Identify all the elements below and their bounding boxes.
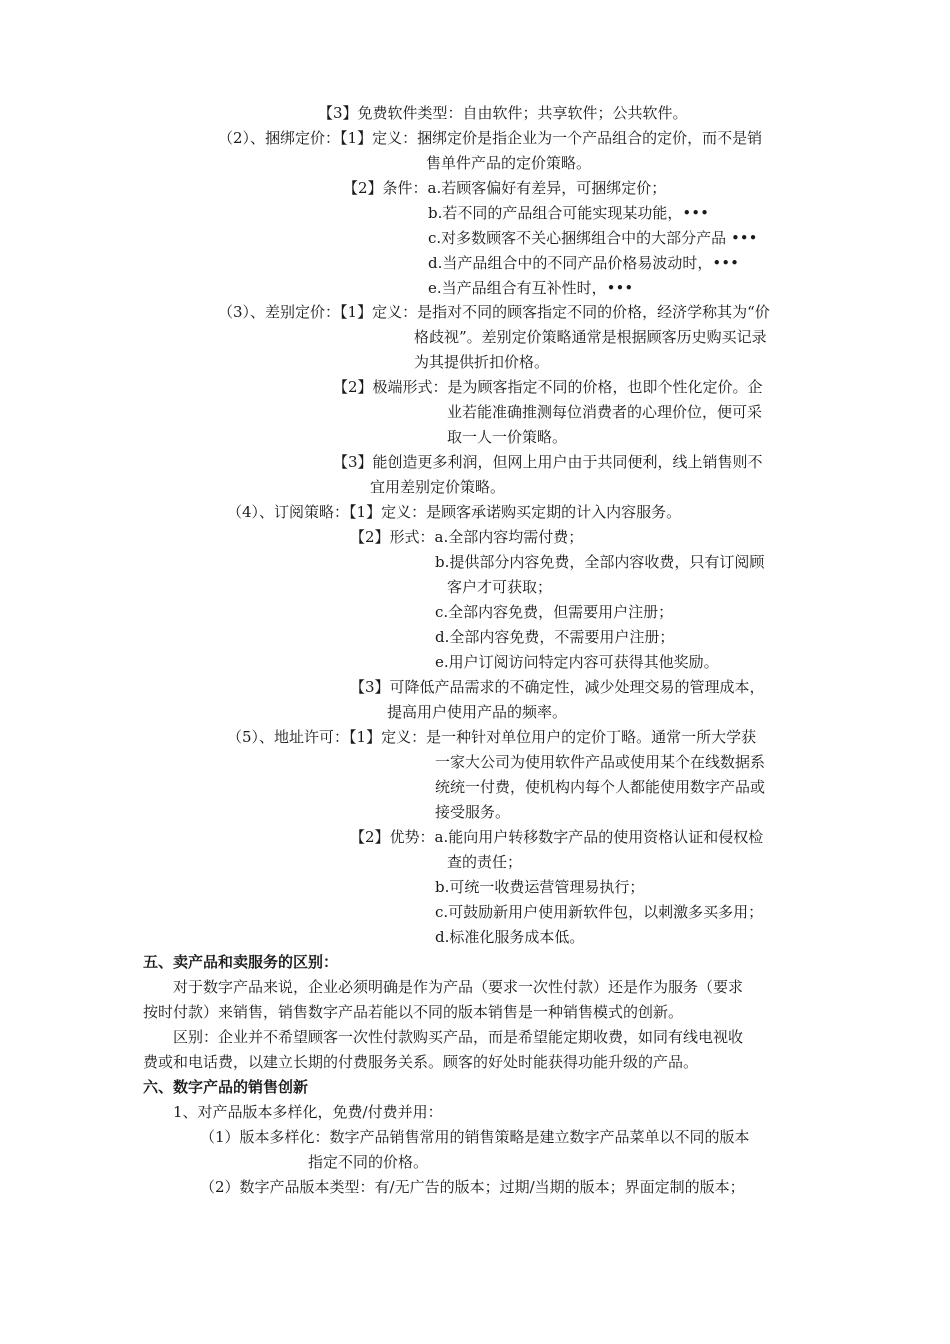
- text-line: （3）、差别定价：【1】定义：是指对不同的顾客指定不同的价格，经济学称其为“价: [218, 303, 770, 321]
- text-line: 指定不同的价格。: [308, 1153, 429, 1171]
- text-line: （1）版本多样化：数字产品销售常用的销售策略是建立数字产品菜单以不同的版本: [200, 1128, 750, 1146]
- text-line: 【3】能创造更多利润，但网上用户由于共同便利，线上销售则不: [333, 453, 763, 471]
- text-line: 统统一付费，使机构内每个人都能使用数字产品或: [435, 778, 766, 796]
- text-line: d.标准化服务成本低。: [435, 928, 585, 946]
- text-line: 【3】免费软件类型：自由软件；共享软件；公共软件。: [318, 104, 688, 122]
- text-line: 提高用户使用产品的频率。: [387, 703, 568, 721]
- text-line: 区别：企业并不希望顾客一次性付款购买产品，而是希望能定期收费，如同有线电视收: [173, 1028, 744, 1046]
- text-line: 按时付款）来销售，销售数字产品若能以不同的版本销售是一种销售模式的创新。: [143, 1003, 684, 1021]
- text-line: 宜用差别定价策略。: [370, 478, 506, 496]
- text-line: b.若不同的产品组合可能实现某功能，•••: [428, 204, 709, 222]
- text-line: 格歧视”。差别定价策略通常是根据顾客历史购买记录: [414, 328, 767, 346]
- text-line: c.全部内容免费，但需要用户注册；: [435, 603, 674, 621]
- text-line: 对于数字产品来说，企业必须明确是作为产品（要求一次性付款）还是作为服务（要求: [173, 978, 744, 996]
- text-line: 售单件产品的定价策略。: [426, 154, 592, 172]
- text-line: （5）、地址许可：【1】定义：是一种针对单位用户的定价丁略。通常一所大学获: [227, 728, 757, 746]
- text-line: b.可统一收费运营管理易执行；: [435, 878, 645, 896]
- text-line: 【3】可降低产品需求的不确定性，减少处理交易的管理成本，: [350, 678, 765, 696]
- text-line: 【2】优势：a.能向用户转移数字产品的使用资格认证和侵权检: [350, 828, 764, 846]
- text-line: e.用户订阅访问特定内容可获得其他奖励。: [435, 653, 719, 671]
- text-line: d.当产品组合中的不同产品价格易波动时，•••: [428, 254, 739, 272]
- section-heading: 五、卖产品和卖服务的区别：: [143, 953, 339, 971]
- text-line: 【2】极端形式：是为顾客指定不同的价格，也即个性化定价。企: [333, 378, 763, 396]
- text-line: （2）数字产品版本类型：有/无广告的版本；过期/当期的版本；界面定制的版本；: [200, 1178, 745, 1196]
- text-line: 一家大公司为使用软件产品或使用某个在线数据系: [435, 753, 766, 771]
- text-line: 费或和电话费，以建立长期的付费服务关系。顾客的好处时能获得功能升级的产品。: [143, 1053, 699, 1071]
- text-line: （2）、捆绑定价：【1】定义：捆绑定价是指企业为一个产品组合的定价，而不是销: [218, 129, 763, 147]
- text-line: 查的责任；: [447, 853, 523, 871]
- text-line: 取一人一价策略。: [447, 428, 568, 446]
- text-line: 【2】条件：a.若顾客偏好有差异，可捆绑定价；: [343, 179, 667, 197]
- text-line: 客户才可获取；: [447, 578, 553, 596]
- text-line: 业若能准确推测每位消费者的心理价位，便可采: [447, 403, 763, 421]
- text-line: 1、对产品版本多样化，免费/付费并用：: [173, 1103, 443, 1121]
- text-line: b.提供部分内容免费，全部内容收费，只有订阅顾: [435, 553, 765, 571]
- text-line: d.全部内容免费，不需要用户注册；: [435, 628, 675, 646]
- text-line: 为其提供折扣价格。: [414, 353, 550, 371]
- text-line: （4）、订阅策略：【1】定义：是顾客承诺购买定期的计入内容服务。: [227, 503, 682, 521]
- text-line: 接受服务。: [435, 803, 511, 821]
- section-heading: 六、数字产品的销售创新: [143, 1078, 309, 1096]
- text-line: e.当产品组合有互补性时，•••: [428, 279, 634, 297]
- text-line: c.对多数顾客不关心捆绑组合中的大部分产品 •••: [428, 229, 758, 247]
- text-line: 【2】形式：a.全部内容均需付费；: [350, 528, 584, 546]
- text-line: c.可鼓励新用户使用新软件包，以刺激多买多用；: [435, 903, 764, 921]
